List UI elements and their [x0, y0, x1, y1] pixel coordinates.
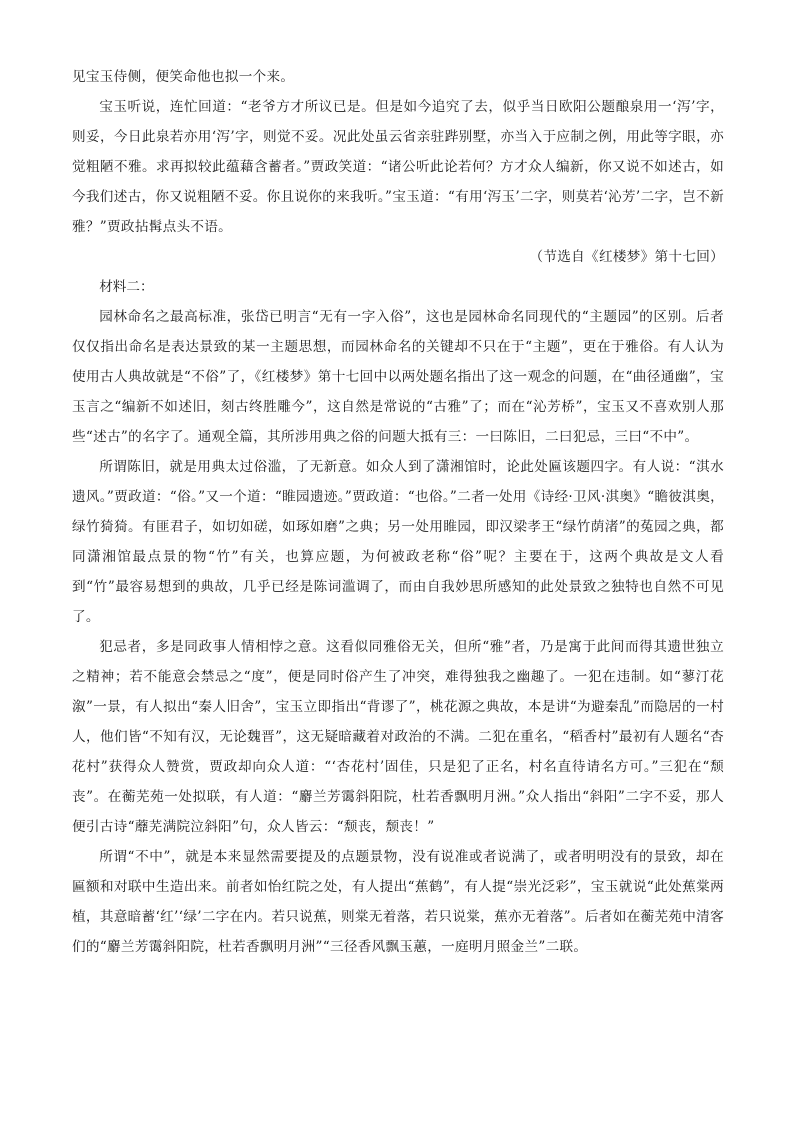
paragraph-baoyu-reply: 宝玉听说，连忙回道：“老爷方才所议已是。但是如今追究了去，似乎当日欧阳公题酿泉用一‘泻’字，则妥，今日此泉若亦用‘泻’字，则觉不妥。况此处虽云省亲驻跸别墅，亦当入于应制之例，用此等字眼，亦觉粗陋不雅。求再拟较此蕴藉含蓄者。”贾政笑道：“诸公听此论若何？方才众人编新，你又说不如述古，如今我们述古，你又说粗陋不妥。你且说你的来我听。”宝玉道：“有用‘泻玉’二字，则莫若‘沁芳’二字，岂不新雅？”贾政拈髯点头不语。 — [72, 99, 724, 235]
source-citation: （节选自《红楼梦》第十七回） — [529, 249, 724, 265]
paragraph-not-fitting: 所谓“不中”，就是本来显然需要提及的点题景物，没有说准或者说满了，或者明明没有的景致，却在匾额和对联中生造出来。前者如怡红院之处，有人提出“蕉鹤”，有人提“崇光泛彩”，宝玉就说“此处蕉棠两植，其意暗蓄‘红’‘绿’二字在内。若只说蕉，则棠无着落，若只说棠，蕉亦无着落”。后者如在蘅芜苑中清客们的“麝兰芳霭斜阳院，杜若香飘明月洲”“三径香风飘玉蕙，一庭明月照金兰”二联。 — [72, 849, 724, 955]
paragraph-taboo: 犯忌者，多是同政事人情相悖之意。这看似同雅俗无关，但所“雅”者，乃是寓于此间而得其遗世独立之精神；若不能意会禁忌之“度”，便是同时俗产生了冲突，难得独我之幽趣了。一犯在违制。如“蓼汀花溆”一景，有人拟出“秦人旧舍”，宝玉立即指出“背谬了”，桃花源之典故，本是讲“为避秦乱”而隐居的一村人，他们皆“不知有汉，无论魏晋”，这无疑暗藏着对政治的不满。二犯在重名，“稻香村”最初有人题名“杏花村”获得众人赞赏，贾政却向众人道：“‘杏花村’固佳，只是犯了正名，村名直待请名方可。”三犯在“颓丧”。在蘅芜苑一处拟联，有人道：“麝兰芳霭斜阳院，杜若香飘明月洲。”众人指出“斜阳”二字不妥，那人便引古诗“蘼芜满院泣斜阳”句，众人皆云：“颓丧，颓丧！” — [72, 639, 724, 835]
paragraph-outdated: 所谓陈旧，就是用典太过俗滥，了无新意。如众人到了潇湘馆时，论此处匾该题四字。有人说：“淇水遗风。”贾政道：“俗。”又一个道：“睢园遗迹。”贾政道：“也俗。”二者一处用《诗经·卫风·淇奥》“瞻彼淇奥，绿竹猗猗。有匪君子，如切如磋，如琢如磨”之典；另一处用睢园，即汉梁孝王“绿竹荫渚”的菟园之典，都同潇湘馆最点景的物“竹”有关，也算应题，为何被政老称“俗”呢？主要在于，这两个典故是文人看到“竹”最容易想到的典故，几乎已经是陈词滥调了，而由自我妙思所感知的此处景致之独特也自然不可见了。 — [72, 459, 724, 625]
paragraph-naming-standard: 园林命名之最高标准，张岱已明言“无有一字入俗”，这也是园林命名同现代的“主题园”的区别。后者仅仅指出命名是表达景致的某一主题思想，而园林命名的关键却不只在于“主题”，更在于雅俗。有人认为使用古人典故就是“不俗”了，《红楼梦》第十七回中以两处题名指出了这一观念的问题，在“曲径通幽”，宝玉言之“编新不如述旧，刻古终胜雕今”，这自然是常说的“古雅”了；而在“沁芳桥”，宝玉又不喜欢别人那些“述古”的名字了。通观全篇，其所涉用典之俗的问题大抵有三：一曰陈旧，二曰犯忌，三曰“不中”。 — [72, 309, 724, 445]
document-page — [72, 62, 724, 962]
paragraph-intro: 见宝玉侍侧，便笑命他也拟一个来。 — [72, 69, 295, 85]
material-two-label: 材料二： — [99, 279, 154, 295]
